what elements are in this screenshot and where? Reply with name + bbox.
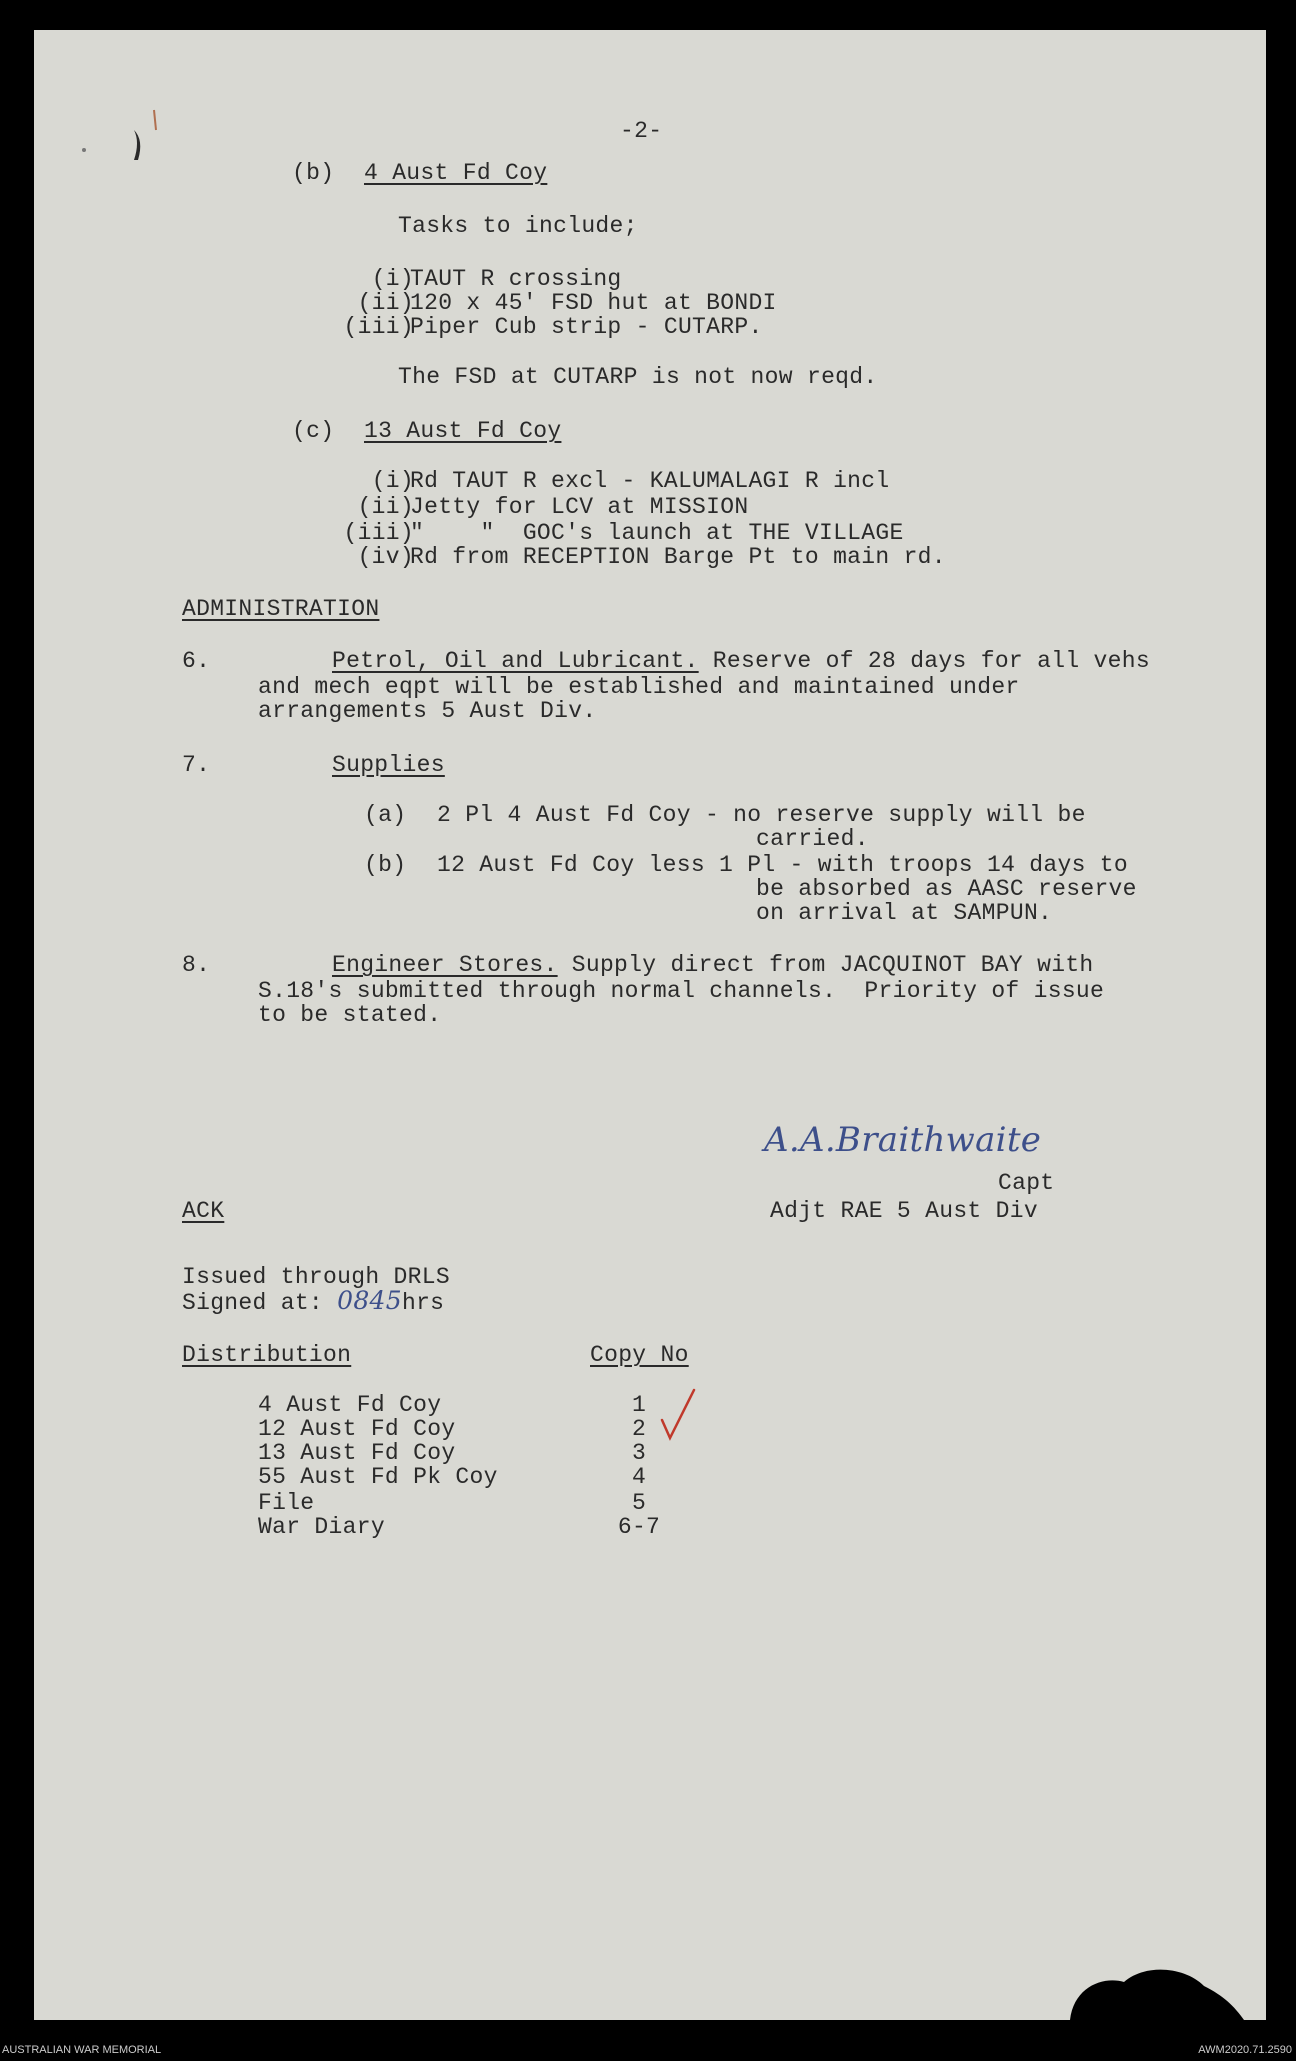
footer-accession: AWM2020.71.2590 [1198, 2044, 1292, 2056]
signed-at-hrs: hrs [401, 1290, 445, 1316]
para-7-title: Supplies [332, 752, 445, 778]
document-page [34, 30, 1266, 2020]
section-c-heading: 13 Aust Fd Coy [364, 418, 562, 444]
para-7-a-label: (a) [364, 802, 407, 828]
para-6-line-2: and mech eqpt will be established and maintained under [258, 674, 1020, 700]
distribution-heading: Distribution [182, 1342, 352, 1368]
para-6-line-1 [332, 648, 1150, 674]
distribution-unit: File [258, 1490, 315, 1516]
section-b-item-text: 120 x 45' FSD hut at BONDI [410, 290, 777, 316]
para-7-a-line-2: carried. [756, 826, 869, 852]
para-6-title: Petrol, Oil and Lubricant. [332, 648, 699, 674]
distribution-unit: 4 Aust Fd Coy [258, 1392, 442, 1418]
para-8-number: 8. [182, 952, 211, 978]
para-7-b-label: (b) [364, 852, 407, 878]
section-b-item-text: TAUT R crossing [410, 266, 622, 292]
distribution-copy: 3 [631, 1440, 647, 1466]
section-c-item-text: Jetty for LCV at MISSION [410, 494, 749, 520]
distribution-copy: 6-7 [617, 1514, 661, 1540]
signed-at-line [182, 1288, 444, 1316]
stain-mark-icon [54, 90, 174, 170]
signature-appointment: Adjt RAE 5 Aust Div [770, 1198, 1038, 1224]
para-8-line-1 [332, 952, 1094, 978]
para-7-number: 7. [182, 752, 211, 778]
para-7-b-line-1: 12 Aust Fd Coy less 1 Pl - with troops 14 days to [437, 852, 1129, 878]
section-c-item-text: " " GOC's launch at THE VILLAGE [410, 520, 904, 546]
para-8-line-2: S.18's submitted through normal channels. Priority of issue [258, 978, 1105, 1004]
para-8-line-3: to be stated. [258, 1002, 442, 1028]
distribution-copy: 5 [631, 1490, 647, 1516]
para-6-line-3: arrangements 5 Aust Div. [258, 698, 597, 724]
section-b-item-text: Piper Cub strip - CUTARP. [410, 314, 763, 340]
para-6-line-1-rest: Reserve of 28 days for all vehs [698, 648, 1150, 674]
distribution-copy: 2 [631, 1416, 647, 1442]
section-c-item-num: (iii) [343, 520, 414, 546]
section-c-item-num: (iv) [357, 544, 414, 570]
para-7-a-line-1: 2 Pl 4 Aust Fd Coy - no reserve supply will be [437, 802, 1086, 828]
section-c-item-num: (ii) [357, 494, 414, 520]
section-b-item-num: (ii) [357, 290, 414, 316]
section-b-item-num: (i) [371, 266, 414, 292]
page-number: -2- [620, 118, 663, 144]
section-b-label: (b) [292, 160, 335, 186]
section-c-item-text: Rd from RECEPTION Barge Pt to main rd. [410, 544, 946, 570]
section-b-note: The FSD at CUTARP is not now reqd. [398, 364, 878, 390]
red-tick-icon [658, 1386, 698, 1442]
footer-source: AUSTRALIAN WAR MEMORIAL [2, 2044, 162, 2056]
section-c-item-num: (i) [371, 468, 414, 494]
distribution-copy: 1 [631, 1392, 647, 1418]
section-b-item-num: (iii) [343, 314, 414, 340]
administration-heading: ADMINISTRATION [182, 596, 380, 622]
para-8-line-1-rest: Supply direct from JACQUINOT BAY with [557, 952, 1094, 978]
damaged-corner-icon [1034, 1956, 1266, 2020]
distribution-unit: 55 Aust Fd Pk Coy [258, 1464, 498, 1490]
section-b-intro: Tasks to include; [398, 213, 638, 239]
handwritten-signature: A.A.Braithwaite [764, 1120, 1042, 1160]
copy-no-heading: Copy No [590, 1342, 689, 1368]
section-c-item-text: Rd TAUT R excl - KALUMALAGI R incl [410, 468, 890, 494]
ack-label: ACK [182, 1198, 225, 1224]
distribution-unit: 13 Aust Fd Coy [258, 1440, 456, 1466]
distribution-copy: 4 [631, 1464, 647, 1490]
distribution-unit: War Diary [258, 1514, 385, 1540]
signed-at-time: 0845 [337, 1286, 402, 1315]
para-8-title: Engineer Stores. [332, 952, 558, 978]
signature-rank: Capt [998, 1170, 1055, 1196]
distribution-unit: 12 Aust Fd Coy [258, 1416, 456, 1442]
section-c-label: (c) [292, 418, 335, 444]
section-b-heading: 4 Aust Fd Coy [364, 160, 548, 186]
signed-at-label: Signed at: [182, 1290, 324, 1316]
para-7-b-line-2: be absorbed as AASC reserve [756, 876, 1137, 902]
para-6-number: 6. [182, 648, 211, 674]
issued-through: Issued through DRLS [182, 1264, 450, 1290]
para-7-b-line-3: on arrival at SAMPUN. [756, 900, 1053, 926]
